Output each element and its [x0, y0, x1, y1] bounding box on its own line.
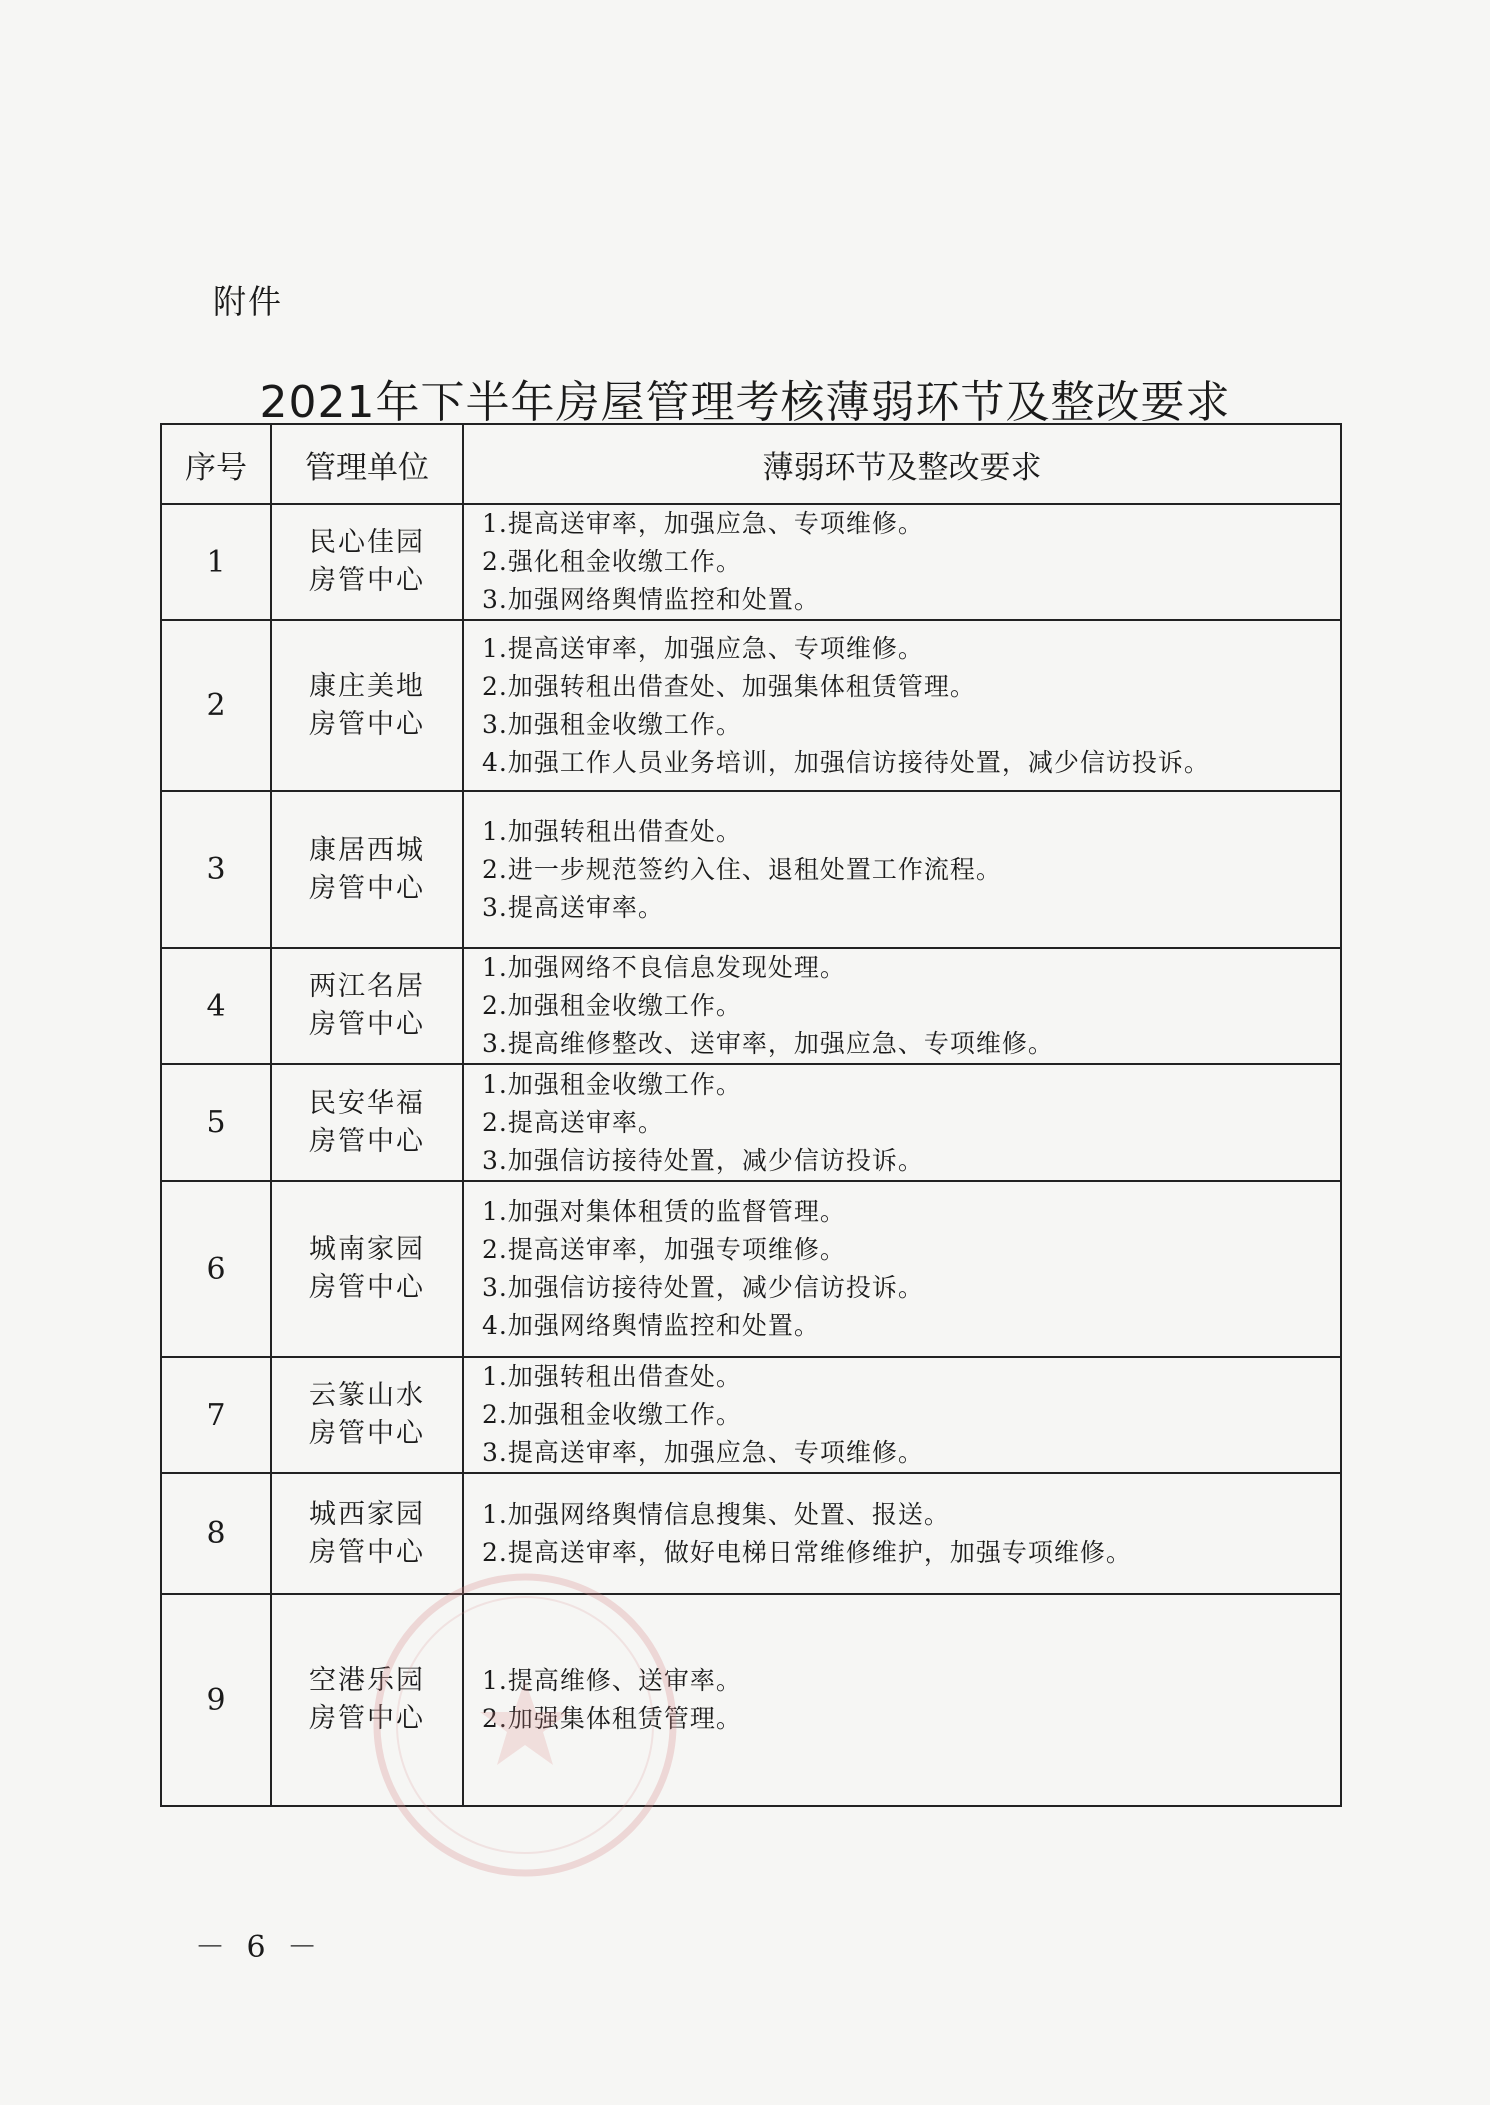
requirement-item: 3.加强租金收缴工作。: [482, 709, 742, 739]
unit-line: 房管中心: [309, 1418, 425, 1449]
requirement-item: 4.加强网络舆情监控和处置。: [482, 1311, 820, 1340]
row-requirements: [463, 1357, 1341, 1473]
row-seq: 2: [161, 620, 271, 791]
row-seq: 7: [161, 1357, 271, 1473]
requirements-table-container: [160, 423, 1340, 1807]
requirement-item: 1.加强转租出借查处。: [482, 816, 742, 846]
row-unit: [271, 620, 463, 791]
table-row: [161, 791, 1341, 948]
requirement-item: 1.加强转租出借查处。: [482, 1362, 742, 1391]
unit-line: 房管中心: [309, 872, 425, 904]
requirement-item: 1.加强对集体租赁的监督管理。: [482, 1197, 846, 1226]
table-row: [161, 504, 1341, 620]
requirement-item: 4.加强工作人员业务培训，加强信访接待处置，减少信访投诉。: [482, 747, 1210, 777]
unit-line: 城西家园: [309, 1498, 425, 1530]
requirement-item: 2.提高送审率，做好电梯日常维修维护，加强专项维修。: [482, 1537, 1132, 1567]
requirement-item: 2.提高送审率。: [482, 1107, 664, 1137]
requirement-item: 1.提高维修、送审率。: [482, 1666, 742, 1695]
requirement-item: 3.提高送审率。: [482, 892, 664, 922]
table-row: [161, 948, 1341, 1064]
unit-line: 房管中心: [309, 708, 425, 740]
row-seq: 3: [161, 791, 271, 948]
table-row: [161, 1594, 1341, 1806]
row-requirements: [463, 791, 1341, 948]
table-header-row: [161, 424, 1341, 504]
requirement-item: 1.提高送审率，加强应急、专项维修。: [482, 509, 924, 538]
requirement-item: 2.加强租金收缴工作。: [482, 991, 742, 1020]
requirement-item: 2.强化租金收缴工作。: [482, 547, 742, 576]
table-row: [161, 620, 1341, 791]
table-body: [161, 504, 1341, 1806]
requirement-item: 1.加强网络不良信息发现处理。: [482, 953, 846, 982]
row-unit: [271, 504, 463, 620]
unit-line: 房管中心: [309, 1536, 425, 1568]
page-number: － 6 －: [195, 1930, 324, 1965]
header-requirements: 薄弱环节及整改要求: [463, 424, 1341, 504]
unit-line: 康居西城: [309, 834, 425, 866]
attachment-label: 附件: [213, 282, 283, 321]
requirement-item: 1.提高送审率，加强应急、专项维修。: [482, 633, 924, 663]
row-seq: 6: [161, 1181, 271, 1357]
unit-line: 民安华福: [309, 1087, 425, 1119]
row-unit: [271, 1064, 463, 1181]
row-seq: 4: [161, 948, 271, 1064]
official-seal-stamp: [370, 1570, 680, 1880]
requirement-item: 3.加强网络舆情监控和处置。: [482, 585, 820, 614]
requirement-item: 2.加强集体租赁管理。: [482, 1704, 742, 1733]
row-requirements: [463, 1064, 1341, 1181]
row-requirements: [463, 620, 1341, 791]
row-unit: [271, 1181, 463, 1357]
row-unit: [271, 948, 463, 1064]
unit-line: 云篆山水: [309, 1380, 425, 1411]
unit-line: 空港乐园: [309, 1665, 425, 1696]
row-seq: 8: [161, 1473, 271, 1594]
header-seq: 序号: [161, 424, 271, 504]
requirement-item: 2.加强租金收缴工作。: [482, 1400, 742, 1429]
unit-line: 房管中心: [309, 1009, 425, 1040]
row-requirements: [463, 504, 1341, 620]
unit-line: 康庄美地: [309, 670, 425, 702]
requirement-item: 2.进一步规范签约入住、退租处置工作流程。: [482, 854, 1002, 884]
table-row: [161, 1181, 1341, 1357]
document-title: 2021年下半年房屋管理考核薄弱环节及整改要求: [259, 377, 1231, 428]
requirement-item: 2.加强转租出借查处、加强集体租赁管理。: [482, 671, 976, 701]
unit-line: 两江名居: [309, 971, 425, 1002]
unit-line: 房管中心: [309, 1703, 425, 1734]
row-unit: [271, 791, 463, 948]
row-seq: 9: [161, 1594, 271, 1806]
unit-line: 城南家园: [309, 1234, 425, 1265]
requirement-item: 3.加强信访接待处置，减少信访投诉。: [482, 1273, 924, 1302]
requirement-item: 3.提高维修整改、送审率，加强应急、专项维修。: [482, 1029, 1054, 1058]
requirement-item: 3.加强信访接待处置，减少信访投诉。: [482, 1145, 924, 1175]
header-unit: 管理单位: [271, 424, 463, 504]
requirement-item: 1.加强网络舆情信息搜集、处置、报送。: [482, 1499, 950, 1529]
unit-line: 房管中心: [309, 1272, 425, 1303]
row-seq: 5: [161, 1064, 271, 1181]
requirements-table: [160, 423, 1342, 1807]
row-requirements: [463, 1181, 1341, 1357]
requirement-item: 2.提高送审率，加强专项维修。: [482, 1235, 846, 1264]
row-requirements: [463, 948, 1341, 1064]
row-seq: 1: [161, 504, 271, 620]
table-row: [161, 1473, 1341, 1594]
unit-line: 民心佳园: [309, 527, 425, 558]
requirement-item: 1.加强租金收缴工作。: [482, 1069, 742, 1099]
table-row: [161, 1064, 1341, 1181]
unit-line: 房管中心: [309, 1125, 425, 1157]
unit-line: 房管中心: [309, 565, 425, 596]
table-row: [161, 1357, 1341, 1473]
requirement-item: 3.提高送审率，加强应急、专项维修。: [482, 1438, 924, 1467]
row-unit: [271, 1357, 463, 1473]
